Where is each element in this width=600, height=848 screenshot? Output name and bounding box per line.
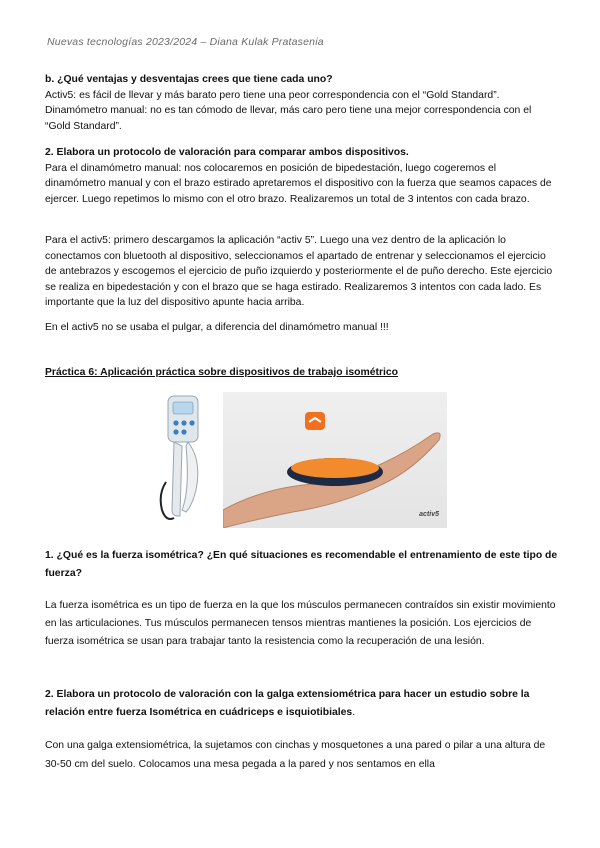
hand-dynamometer-image bbox=[150, 390, 214, 530]
section-b-line-dinamometro: Dinamómetro manual: no es tan cómodo de llevar, más caro pero tiene una mejor correspondencia con el “Gold Standard”. bbox=[45, 105, 532, 132]
section-1-question: 1. ¿Qué es la fuerza isométrica? ¿En qué situaciones es recomendable el entrenamiento de este tipo de fuerza? bbox=[45, 550, 558, 579]
section-1 bbox=[45, 547, 559, 583]
section-b-question: b. ¿Qué ventajas y desventajas crees que tiene cada uno? bbox=[45, 74, 333, 85]
section-1-answer: La fuerza isométrica es un tipo de fuerza en la que los músculos permanecen contraídos sin existir movimiento en las articulaciones. Tus músculos permanecen tensos mientras mantienes la posición. Los ejercicios de fuerza isométrica se usan para trabajar tanto la resistencia como la recuperación de una lesión. bbox=[45, 600, 556, 647]
section-2b-question-tail: . bbox=[352, 707, 356, 718]
section-2b bbox=[45, 686, 559, 722]
practice6-heading bbox=[45, 365, 559, 381]
section-b-line-activ5: Activ5: es fácil de llevar y más barato pero tiene una peor correspondencia con el “Gold Standard”. bbox=[45, 89, 500, 101]
section-1-answer-block bbox=[45, 597, 559, 651]
hand-device-illustration bbox=[223, 392, 447, 528]
section-2a-para1: Para el dinamómetro manual: nos colocaremos en posición de bipedestación, luego cogeremos el dinamómetro manual y con el brazo estirado apretaremos el dispositivo con la fuerza que seamos capaces de ejercer. Luego repetimos lo mismo con el otro brazo. Realizaremos un total de 3 intentos con cada brazo. bbox=[45, 162, 552, 205]
practice6-title: Práctica 6: Aplicación práctica sobre dispositivos de trabajo isométrico bbox=[45, 367, 399, 378]
section-b bbox=[45, 72, 559, 134]
activ5-brand-label: activ5 bbox=[419, 511, 439, 518]
section-2a-question: 2. Elabora un protocolo de valoración para comparar ambos dispositivos. bbox=[45, 147, 409, 158]
section-2a-para2: Para el activ5: primero descargamos la aplicación “activ 5”. Luego una vez dentro de la aplicación lo conectamos con bluetooth al dispositivo, seleccionamos el apartado de entrenar y seleccionamos el ejercicio de antebrazos y escogemos el ejercicio de puño izquierdo y posteriormente el de puño derecho. Este ejercicio se realiza en bipedestación y con el brazo que se haga estirado. Realizaremos 3 intentos con cada lado. Es importante que la luz del dispositivo apunte hacia arriba. bbox=[45, 235, 553, 308]
section-2b-answer-block bbox=[45, 736, 559, 774]
section-2a-activ5 bbox=[45, 233, 559, 311]
section-2b-question-wrap bbox=[45, 686, 559, 722]
section-2b-question: 2. Elabora un protocolo de valoración con la galga extensiométrica para hacer un estudio sobre la relación entre fuerza Isométrica en cuádriceps e isquiotibiales bbox=[45, 689, 530, 718]
section-2b-answer: Con una galga extensiométrica, la sujetamos con cinchas y mosquetones a una pared o pilar a una altura de 30-50 cm del suelo. Colocamos una mesa pegada a la pared y nos sentamos en ella bbox=[45, 740, 546, 770]
page-header: Nuevas tecnologías 2023/2024 – Diana Kulak Pratasenia bbox=[47, 36, 324, 48]
activ5-hand-image bbox=[223, 392, 447, 528]
section-2a bbox=[45, 145, 559, 207]
section-2a-note bbox=[45, 320, 559, 336]
section-2a-para3: En el activ5 no se usaba el pulgar, a diferencia del dinamómetro manual !!! bbox=[45, 322, 389, 333]
